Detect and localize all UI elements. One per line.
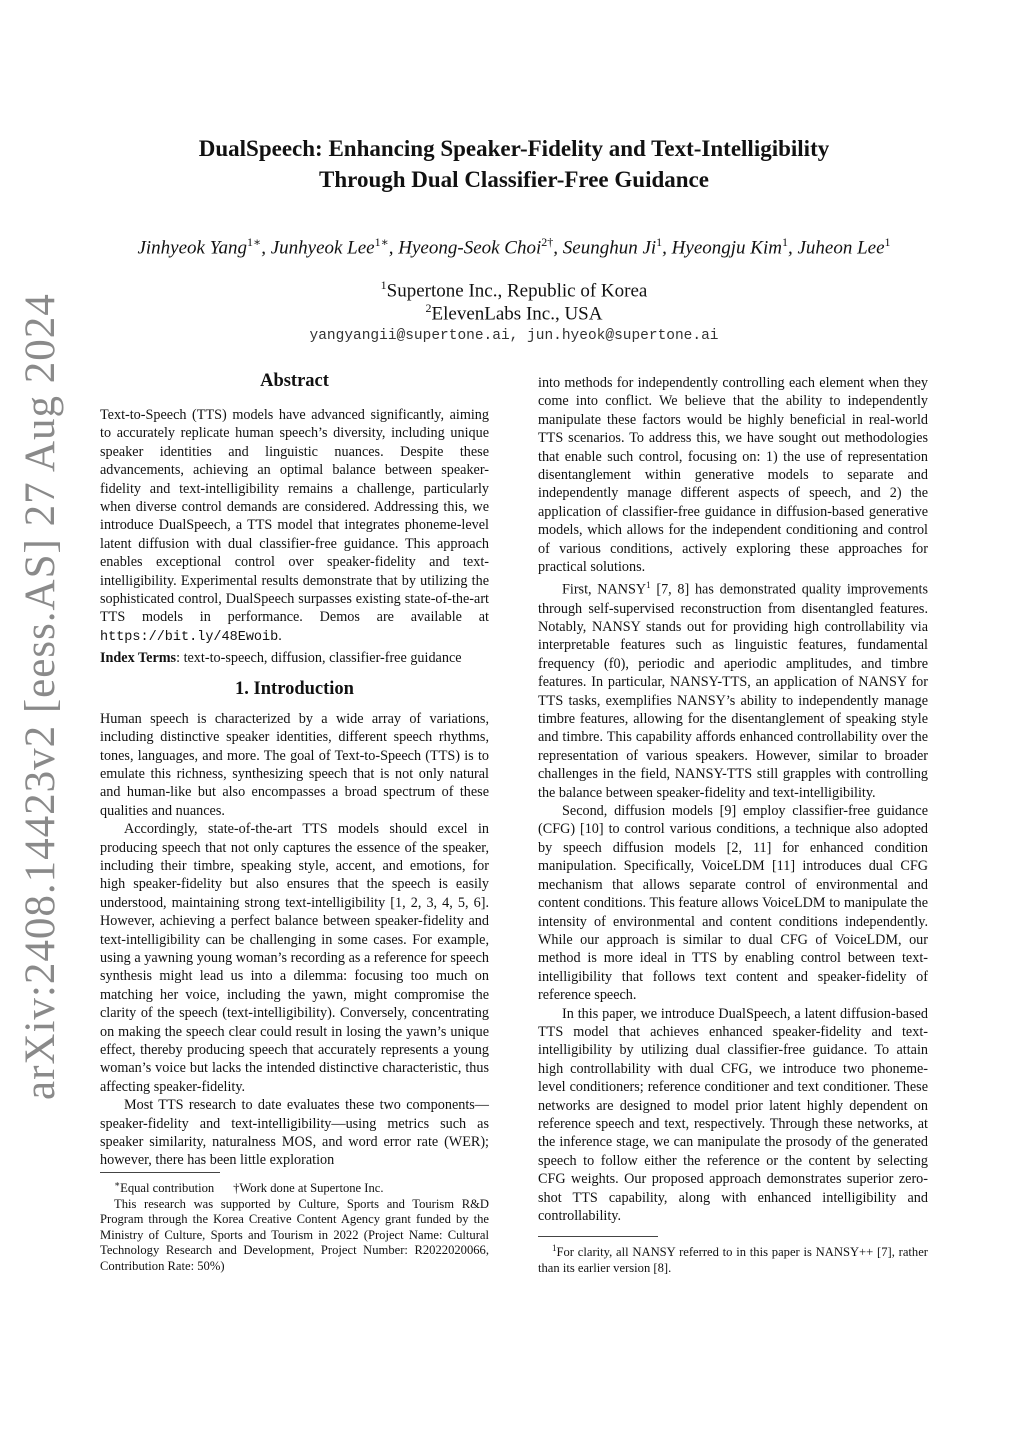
paragraph-start: First, NANSY bbox=[562, 582, 647, 599]
abstract-heading: Abstract bbox=[260, 371, 329, 391]
intro-paragraph: Human speech is characterized by a wide array of variations, including distinctive speaker identities, different speech rhythms, tones, languages, and more. The goal of Text-to-Speech (TTS) is to emulate this richness, synthesizing speech that is not only natural and human-like but also encompasses a broad spectrum of these qualities and nuances. bbox=[100, 710, 489, 819]
author-list: Jinhyeok Yang$^{1∗}$, Junhyeok Lee$^{1∗}$, Hyeong-Seok Choi$^{2\dagger}$, Seunghun Ji$^1$, Hyeongju Kim$^1$, Juheon Lee$^1$ bbox=[137, 235, 891, 259]
footnote-rule bbox=[100, 1172, 220, 1173]
arxiv-identifier: arXiv:2408.14423v2 [eess.AS] 27 Aug 2024 bbox=[17, 293, 64, 1100]
paper-title bbox=[100, 133, 928, 195]
footnote-mark: ∗ bbox=[114, 1179, 121, 1189]
affiliation-1 bbox=[200, 278, 828, 302]
introduction-heading: 1. Introduction bbox=[235, 678, 354, 699]
right-column bbox=[538, 374, 928, 1225]
author-name: Jinhyeok Yang bbox=[137, 237, 248, 259]
abstract-body bbox=[100, 406, 489, 647]
author-name: Seunghun Ji bbox=[562, 237, 657, 259]
affiliation-2 bbox=[200, 301, 828, 325]
affiliation-mark: 2 bbox=[425, 301, 432, 315]
affiliation-mark: 1 bbox=[380, 278, 387, 292]
abstract-end: . bbox=[278, 627, 282, 644]
footnote-mark: 1 bbox=[552, 1243, 557, 1253]
footnote-nansy-text: For clarity, all NANSY referred to in this paper is NANSY++ [7], rather than its earlier version [8]. bbox=[538, 1245, 928, 1275]
index-terms-text: : text-to-speech, diffusion, classifier-free guidance bbox=[176, 650, 462, 667]
right-footnote bbox=[538, 1236, 928, 1276]
author-mark: 1∗ bbox=[247, 235, 262, 249]
title-line-1: DualSpeech: Enhancing Speaker-Fidelity and Text-Intelligibility bbox=[198, 136, 830, 161]
demo-link[interactable]: https://bit.ly/48Ewoib bbox=[100, 629, 279, 645]
affiliation-text: Supertone Inc., Republic of Korea bbox=[386, 280, 648, 302]
footnote-nansy bbox=[538, 1241, 928, 1276]
index-terms bbox=[100, 649, 489, 667]
footnote-equal: Equal contribution bbox=[120, 1181, 215, 1196]
intro-paragraph bbox=[538, 576, 928, 802]
footnote-contribution bbox=[100, 1177, 489, 1197]
intro-paragraph: into methods for independently controlling each element when they come into conflict. We believe that the ability to independently manipulate these factors would be highly beneficial in real-world TTS scenarios. To address this, we have sought out methodologies that enable such control, focusing on: 1) the use of representation disentanglement within generative models to separate and independently manage different aspects of speech, and 2) the application of classifier-free guidance in diffusion-based generative models, which allows for the independent conditioning and control of various conditions, actively exploring these approaches for practical solutions. bbox=[538, 375, 928, 576]
footnote-work: †Work done at Supertone Inc. bbox=[233, 1181, 384, 1196]
author-name: Junhyeok Lee bbox=[270, 237, 375, 259]
footnote-rule bbox=[538, 1236, 658, 1237]
author-mark: 1 bbox=[781, 235, 788, 249]
intro-paragraph: Most TTS research to date evaluates these two components—speaker-fidelity and text-intelligibility—using metrics such as speaker similarity, naturalness MOS, and word error rate (WER); however, there has been little exploration bbox=[100, 1097, 489, 1169]
footnote-funding: This research was supported by Culture, Sports and Tourism R&D Program through the Korea Creative Content Agency grant funded by the Ministry of Culture, Sports and Tourism in 2022 (Project Name: Cultural Technology Research and Development, Project Number: R2022020066, Contribution Rate: 50%) bbox=[100, 1196, 489, 1273]
author-mark: 1 bbox=[656, 235, 663, 249]
affiliation-text: ElevenLabs Inc., USA bbox=[431, 303, 603, 325]
abstract-text: Text-to-Speech (TTS) models have advanced significantly, aiming to accurately replicate human speech’s diversity, including unique speaker identities and linguistic nuances. Despite these advancements, achieving an optimal balance between speaker-fidelity and text-intelligibility remains a challenge, particularly when diverse control demands are considered. Addressing this, we introduce DualSpeech, a TTS model that integrates phoneme-level latent diffusion with dual classifier-free guidance. This approach enables exceptional control over speaker-fidelity and text-intelligibility. Experimental results demonstrate that by utilizing the sophisticated control, DualSpeech surpasses existing state-of-the-art TTS models in performance. Demos are available at bbox=[100, 407, 489, 626]
paragraph-rest: [7, 8] has demonstrated quality improvements through self-supervised reconstruction from disentangled features. Notably, NANSY stands out for providing high controllability via interpretable features such as linguistic features, fundamental frequency (f0), periodic and aperiodic amplitudes, and timbre features. In particular, NANSY-TTS, an application of NANSY for TTS tasks, exemplifies NANSY’s ability to independently manage timbre features, allowing for the disentanglement of speaking style and timbre. This capability affords enhanced controllability over the representation of various speakers. However, similar to broader challenges in the field, NANSY-TTS still grapples with controlling the balance between speaker-fidelity and text-intelligibility. bbox=[538, 582, 928, 801]
intro-paragraph: Second, diffusion models [9] employ classifier-free guidance (CFG) [10] to control various conditions, a technique also adopted by speech diffusion models [2, 11] for enhanced condition manipulation. Specifically, VoiceLDM [11] introduces dual CFG mechanism that allows separate control of environmental and content conditions. This feature allows VoiceLDM to manipulate the intensity of environmental and content conditions independently. While our approach is similar to dual CFG of VoiceLDM, our method is more ideal in TTS by enabling control between text-intelligibility that follows text content and speaker-fidelity of reference speech. bbox=[538, 803, 928, 1004]
author-mark: 2† bbox=[541, 235, 554, 249]
index-terms-label: Index Terms bbox=[100, 650, 177, 667]
intro-paragraph: Accordingly, state-of-the-art TTS models should excel in producing speech that not only captures the essence of the speaker, including their timbre, speaking style, accent, and emotions, for high speaker-fidelity but also ensures that the speech is easily understood, maintaining strong text-intelligibility [1, 2, 3, 4, 5, 6]. However, achieving a perfect balance between speaker-fidelity and text-intelligibility can be challenging in some cases. For example, using a yawning young woman’s recording as a reference for speech synthesis might lead us into a dilemma: focusing too much on matching her voice, including the yawn, might compromise the clarity of the speech (text-intelligibility). Conversely, concentrating on making the speech clear could result in losing the yawn’s unique effect, thereby producing speech that accurately represents a young woman’s voice but lacks the intended distinctive characteristic, thus affecting speaker-fidelity. bbox=[100, 821, 489, 1095]
author-name: Hyeong-Seok Choi bbox=[398, 237, 542, 259]
footnote-ref[interactable]: 1 bbox=[646, 580, 651, 591]
title-line-2: Through Dual Classifier-Free Guidance bbox=[319, 167, 709, 192]
intro-paragraph: In this paper, we introduce DualSpeech, a latent diffusion-based TTS model that achieves enhanced speaker-fidelity and text-intelligibility by utilizing dual classifier-free guidance. To attain high controllability with dual CFG, we introduce two phoneme-level conditioners; reference conditioner and text conditioner. These networks are designed to model prior latent highly dependent on reference speech and text, respectively. Through these networks, at the inference stage, we can manipulate the prosody of the generated speech to follow either the reference or the content by selecting CFG weights. Our proposed approach demonstrates superior zero-shot TTS capability, along with enhanced intelligibility and controllability. bbox=[538, 1005, 928, 1225]
left-column bbox=[100, 370, 489, 1170]
author-mark: 1 bbox=[884, 235, 891, 249]
author-name: Hyeongju Kim bbox=[671, 237, 782, 259]
author-emails: yangyangii@supertone.ai, jun.hyeok@supertone.ai bbox=[309, 328, 719, 344]
author-mark: 1∗ bbox=[374, 235, 389, 249]
left-footnotes bbox=[100, 1172, 489, 1274]
author-name: Juheon Lee bbox=[797, 237, 885, 259]
